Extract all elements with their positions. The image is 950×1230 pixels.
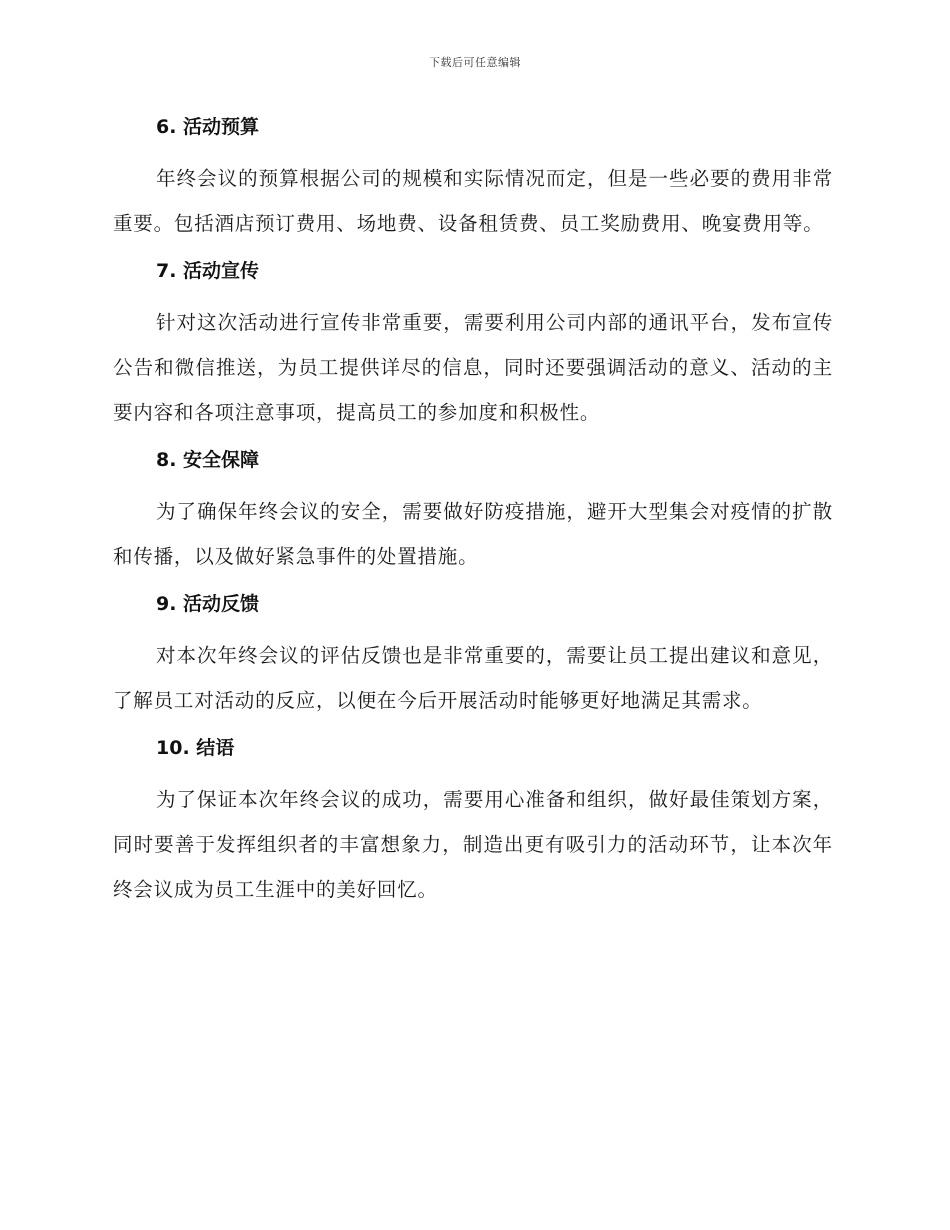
section-heading: 10. 结语 (156, 737, 235, 759)
section-paragraph: 为了保证本次年终会议的成功，需要用心准备和组织，做好最佳策划方案，同时要善于发挥组织者的丰富想象力，制造出更有吸引力的活动环节，让本次年终会议成为员工生涯中的美好回忆。 (113, 788, 833, 901)
section-conclusion (113, 733, 833, 912)
page-header: 下载后可任意编辑 (429, 56, 521, 69)
document-body (113, 112, 833, 922)
section-promotion (113, 256, 833, 435)
section-budget (113, 112, 833, 246)
section-heading: 9. 活动反馈 (156, 593, 260, 615)
section-paragraph: 年终会议的预算根据公司的规模和实际情况而定，但是一些必要的费用非常重要。包括酒店预订费用、场地费、设备租赁费、员工奖励费用、晚宴费用等。 (113, 167, 833, 235)
section-paragraph: 对本次年终会议的评估反馈也是非常重要的，需要让员工提出建议和意见，了解员工对活动的反应，以便在今后开展活动时能够更好地满足其需求。 (113, 644, 833, 712)
section-paragraph: 针对这次活动进行宣传非常重要，需要利用公司内部的通讯平台，发布宣传公告和微信推送，为员工提供详尽的信息，同时还要强调活动的意义、活动的主要内容和各项注意事项，提高员工的参加度和积极性。 (113, 311, 833, 424)
section-paragraph: 为了确保年终会议的安全，需要做好防疫措施，避开大型集会对疫情的扩散和传播，以及做好紧急事件的处置措施。 (113, 500, 833, 568)
section-safety (113, 445, 833, 579)
section-feedback (113, 589, 833, 723)
section-heading: 8. 安全保障 (156, 449, 260, 471)
section-heading: 7. 活动宣传 (156, 260, 260, 282)
section-heading: 6. 活动预算 (156, 116, 260, 138)
